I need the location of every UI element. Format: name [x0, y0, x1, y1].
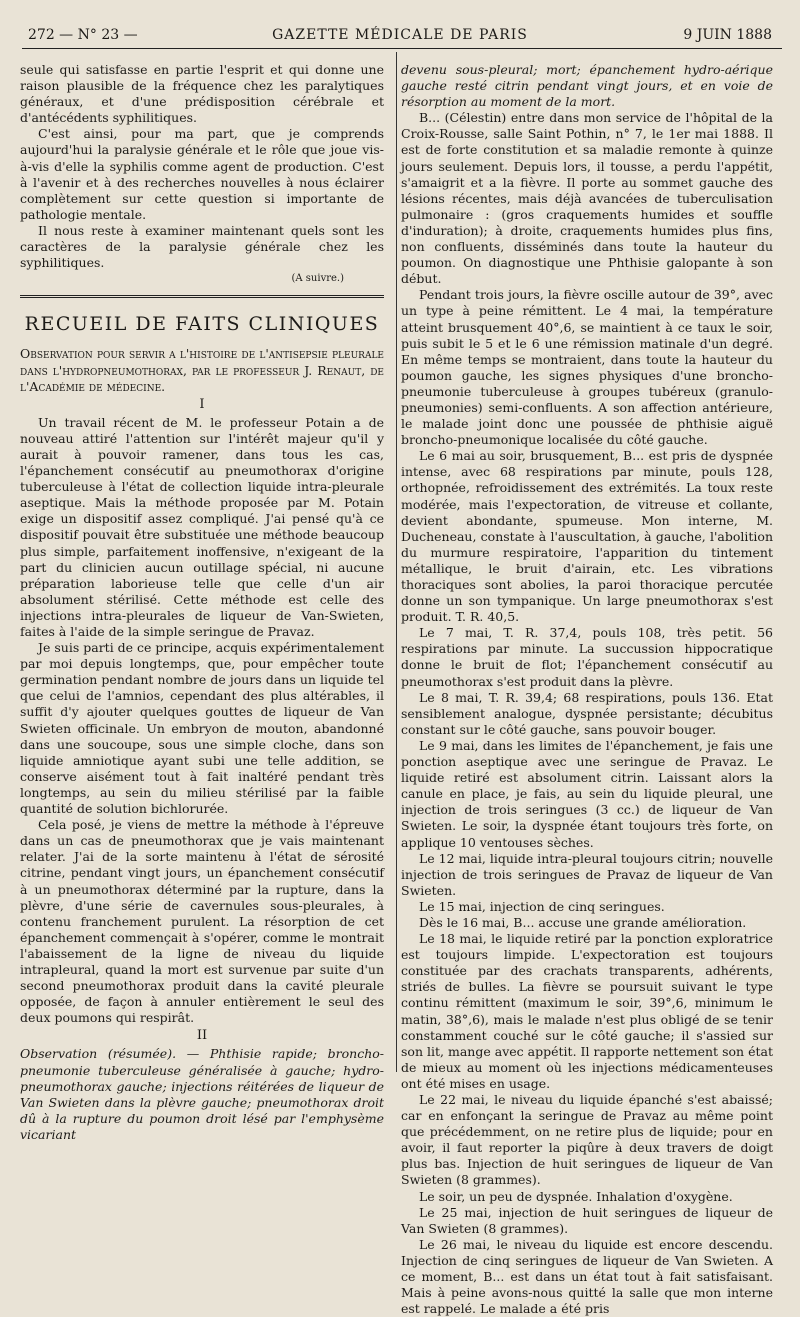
- paragraph: Le 25 mai, injection de huit seringues de liqueur de Van Swieten (8 grammes).: [401, 1204, 773, 1236]
- paragraph: Cela posé, je viens de mettre la méthode à l'épreuve dans un cas de pneumothorax que je vais maintenant relater. J'ai de la sorte maintenu à l'état de sérosité citrine, pendant vingt jours, un épanchement consécutif à un pneumothorax déterminé par la rupture, dans la plèvre, d'une série de cavernules sous-pleurales, à contenu franchement purulent. La résorption de cet épanchement commençait à s'opérer, comme le montrait l'abaissement de la ligne de niveau du liquide intrapleural, quand la mort est survenue par suite d'un second pneumothorax produit dans la cavité pleurale opposée, de façon à annuler entièrement le seul des deux poumons qui respirât.: [20, 817, 384, 1026]
- right-column: [401, 62, 773, 1317]
- paragraph: B... (Célestin) entre dans mon service de l'hôpital de la Croix-Rousse, salle Saint Pothin, n° 7, le 1er mai 1888. Il est de forte constitution et sa maladie remonte à quinze jours seulement. Depuis lors, il tousse, a perdu l'appétit, s'amaigrit et a la fièvre. Il porte au sommet gauche des lésions récentes, mais déjà avancées de tuberculisation pulmonaire : (gros craquements humides et souffle d'induration); à droite, craquements humides plus fins, non confluents, disséminés dans toute la hauteur du poumon. On diagnostique une Phthisie galopante à son début.: [401, 110, 773, 287]
- page-number: 272 — N° 23 —: [28, 27, 138, 43]
- observation-summary: Observation (résumée). — Phthisie rapide; broncho-pneumonie tuberculeuse généralisée à gauche; hydro-pneumothorax gauche; injections réitérées de liqueur de Van Swieten dans la plèvre gauche; pneumothorax droit dû à la rupture du poumon droit lésé par l'emphysème vicariant: [20, 1046, 384, 1142]
- observation-summary-continued: devenu sous-pleural; mort; épanchement hydro-aérique gauche resté citrin pendant vingt jours, et en voie de résorption au moment de la mort.: [401, 62, 773, 110]
- paragraph: Le soir, un peu de dyspnée. Inhalation d'oxygène.: [419, 1188, 733, 1204]
- paragraph: Il nous reste à examiner maintenant quels sont les caractères de la paralysie générale chez les syphilitiques.: [20, 222, 384, 271]
- section-number: II: [196, 1028, 208, 1044]
- paragraph: C'est ainsi, pour ma part, que je comprends aujourd'hui la paralysie générale et le rôle que joue vis-à-vis d'elle la syphilis comme agent de production. C'est à l'avenir et à des recherches nouvelles à nous éclairer complètement sur cette question si importante de pathologie mentale.: [20, 126, 384, 222]
- section-number: I: [199, 396, 205, 412]
- paragraph: Le 18 mai, le liquide retiré par la ponction exploratrice est toujours limpide. L'expectoration est toujours constituée par des crachats transparents, adhérents, striés de bulles. La fièvre se poursuit suivant le type continu rémittent (maximum le soir, 39°,6, minimum le matin, 38°,6), mais le malade n'est plus obligé de se tenir constamment couché sur le côté gauche; il s'assied sur son lit, mange avec appétit. Il rapporte nettement son état de mieux au moment où les injections médicamenteuses ont été mises en usage.: [401, 931, 773, 1091]
- paragraph: seule qui satisfasse en partie l'esprit et qui donne une raison plausible de la fréquence chez les paralytiques généraux, et d'une prédisposition cérébrale et d'antécédents syphilitiques.: [20, 62, 384, 126]
- page-header: [28, 24, 772, 46]
- paragraph: Le 8 mai, T. R. 39,4; 68 respirations, pouls 136. Etat sensiblement analogue, dyspnée persistante; décubitus constant sur le côté gauche, sans pouvoir bouger.: [401, 689, 773, 737]
- paragraph: Un travail récent de M. le professeur Potain a de nouveau attiré l'attention sur l'intérêt majeur qu'il y aurait à pouvoir ramener, dans tous les cas, l'épanchement consécutif au pneumothorax d'origine tuberculeuse à l'état de collection liquide intra-pleurale aseptique. Mais la méthode proposée par M. Potain exige un dispositif assez compliqué. J'ai pensé qu'à ce dispositif pouvait être substituée une méthode beaucoup plus simple, parfaitement inoffensive, n'exigeant de la part du clinicien aucun outillage spécial, ni aucune préparation laborieuse telle que celle d'un air absolument stérilisé. Cette méthode est celle des injections intra-pleurales de liqueur de Van-Swieten, faites à l'aide de la simple seringue de Pravaz.: [20, 414, 384, 639]
- issue-date: 9 JUIN 1888: [683, 27, 772, 43]
- column-divider: [396, 52, 397, 1072]
- header-rule: [22, 48, 782, 49]
- paragraph: Le 9 mai, dans les limites de l'épanchement, je fais une ponction aseptique avec une seringue de Pravaz. Le liquide retiré est absolument citrin. Laissant alors la canule en place, je fais, au sein du liquide pleural, une injection de trois seringues (3 cc.) de liqueur de Van Swieten. Le soir, la dyspnée étant toujours très forte, on applique 10 ventouses sèches.: [401, 737, 773, 850]
- paragraph: Le 22 mai, le niveau du liquide épanché s'est abaissé; car en enfonçant la seringue de Pravaz au même point que précédemment, on ne retire plus de liquide; pour en avoir, il faut reporter la piqûre à deux travers de doigt plus bas. Injection de huit seringues de liqueur de Van Swieten (8 grammes).: [401, 1092, 773, 1188]
- section-rule: [20, 295, 384, 298]
- paragraph: Le 26 mai, le niveau du liquide est encore descendu. Injection de cinq seringues de liqueur de Van Swieten. A ce moment, B... est dans un état tout à fait satisfaisant. Mais à peine avons-nous quitté la salle que mon interne est rappelé. Le malade a été pris: [401, 1236, 773, 1317]
- section-title: RECUEIL DE FAITS CLINIQUES: [24, 313, 380, 336]
- paragraph: Le 12 mai, liquide intra-pleural toujours citrin; nouvelle injection de trois seringues de Pravaz de liqueur de Van Swieten.: [401, 850, 773, 898]
- observation-heading: Observation pour servir a l'histoire de l'antisepsie pleurale dans l'hydropneumothorax, par le professeur J. Renaut, de l'Académie de médecine.: [20, 346, 384, 394]
- paragraph: Dès le 16 mai, B... accuse une grande amélioration.: [419, 914, 747, 930]
- journal-title: GAZETTE MÉDICALE DE PARIS: [272, 27, 528, 43]
- paragraph: Le 15 mai, injection de cinq seringues.: [419, 898, 665, 914]
- paragraph: Le 6 mai au soir, brusquement, B... est pris de dyspnée intense, avec 68 respirations par minute, pouls 128, orthopnée, refroidissement des extrémités. La toux reste modérée, mais l'expectoration, de vitreuse et collante, devient abondante, spumeuse. Mon interne, M. Ducheneau, constate à l'auscultation, à gauche, l'abolition du murmure respiratoire, l'apparition du tintement métallique, le bruit d'airain, etc. Les vibrations thoraciques sont abolies, la paroi thoracique percutée donne un son tympanique. Un large pneumothorax s'est produit. T. R. 40,5.: [401, 448, 773, 625]
- left-column: [20, 62, 384, 1142]
- paragraph: Le 7 mai, T. R. 37,4, pouls 108, très petit. 56 respirations par minute. La succussion hippocratique donne le bruit de flot; l'épanchement consécutif au pneumothorax s'est produit dans la plèvre.: [401, 625, 773, 689]
- paragraph: Pendant trois jours, la fièvre oscille autour de 39°, avec un type à peine rémittent. Le 4 mai, la température atteint brusquement 40°,6, se maintient à ce taux le soir, puis subit le 5 et le 6 une rémission matinale d'un degré. En même temps se montraient, dans toute la hauteur du poumon gauche, les signes physiques d'une broncho-pneumonie tuberculeuse à groupes tubéreux (granulo-pneumonies) semi-confluents. A son affection antérieure, le malade joint donc une poussée de phthisie aiguë broncho-pneumonique localisée du côté gauche.: [401, 287, 773, 448]
- to-be-continued: (A suivre.): [291, 273, 344, 285]
- paragraph: Je suis parti de ce principe, acquis expérimentalement par moi depuis longtemps, que, pour empêcher toute germination pendant nombre de jours dans un liquide tel que celui de l'amnios, cependant des plus altérables, il suffit d'y ajouter quelques gouttes de liqueur de Van Swieten officinale. Un embryon de mouton, abandonné dans une soucoupe, sous une simple cloche, dans son liquide amniotique ayant subi une telle addition, se conserve aisément tout à fait inaltéré pendant très longtemps, au sein du milieu stérilisé par la faible quantité de solution bichlorurée.: [20, 640, 384, 817]
